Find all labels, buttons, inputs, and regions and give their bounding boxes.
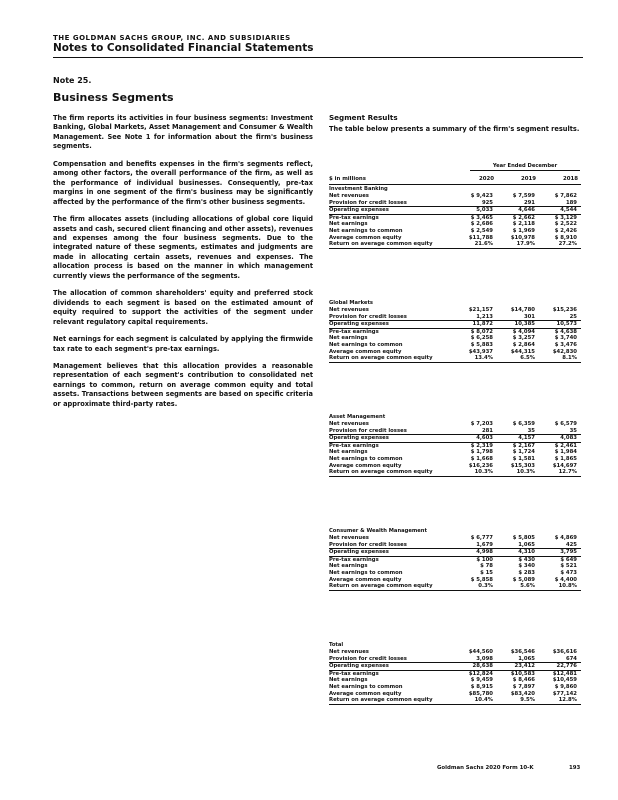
row-label: Operating expenses: [329, 321, 389, 328]
table-row: [329, 221, 581, 228]
row-label: Net revenues: [329, 421, 369, 427]
note-text-column: [53, 76, 313, 417]
row-label: Net earnings to common: [329, 569, 403, 576]
table-cell: $ 2,167: [512, 442, 535, 449]
row-label: Return on average common equity: [329, 469, 433, 476]
table-cell: 25: [569, 313, 577, 320]
table-row: [329, 535, 581, 542]
table-cell: $ 9,860: [554, 683, 577, 690]
table-cell: 23,412: [514, 663, 535, 670]
table-cell: 301: [523, 313, 535, 320]
table-cell: $ 3,476: [554, 341, 577, 348]
table-cell: $ 2,118: [512, 221, 535, 228]
table-cell: $44,560: [468, 649, 493, 655]
table-cell: $ 9,459: [470, 677, 493, 684]
table-row: [329, 428, 581, 435]
table-cell: $36,616: [552, 649, 577, 655]
table-cell: $ 2,662: [512, 214, 535, 221]
table-row: [329, 649, 581, 656]
table-cell: $10,459: [552, 677, 577, 684]
table-row: [329, 214, 581, 222]
row-label: Operating expenses: [329, 207, 389, 214]
table-cell: 17.9%: [516, 241, 535, 248]
table-cell: $ 78: [480, 563, 493, 570]
table-cell: 5,033: [476, 207, 493, 214]
table-cell: 3,795: [560, 549, 577, 556]
year-header: 2018: [563, 176, 579, 182]
table-row: [329, 697, 581, 705]
table-cell: $ 4,638: [554, 328, 577, 335]
table-row: [329, 421, 581, 428]
year-header: 2019: [521, 176, 537, 182]
table-row: [329, 342, 581, 349]
table-cell: 1,065: [518, 655, 535, 662]
row-label: Pre-tax earnings: [329, 214, 379, 221]
row-label: Return on average common equity: [329, 583, 433, 590]
row-label: Operating expenses: [329, 549, 389, 556]
segment-group: [329, 300, 581, 363]
row-label: Net earnings: [329, 677, 368, 684]
section-title: Notes to Consolidated Financial Statements: [53, 42, 314, 54]
table-cell: $ 2,686: [470, 221, 493, 228]
row-label: Provision for credit losses: [329, 541, 407, 548]
row-label: Return on average common equity: [329, 241, 433, 248]
table-cell: 22,776: [556, 663, 577, 670]
table-cell: $ 8,072: [470, 328, 493, 335]
paragraph: Compensation and benefits expenses in the firm's segments reflect, among other factors, the overall performance of the firm, as well as the performance of individual businesses. Consequently, pre-tax margins in one segment of the firm's business may be significantly affected by the performance of the firm's other business segments.: [53, 159, 313, 206]
table-cell: $ 3,257: [512, 335, 535, 342]
table-cell: $ 521: [560, 563, 577, 570]
table-cell: $ 4,400: [554, 576, 577, 583]
note-title: Business Segments: [53, 91, 174, 104]
table-cell: $14,697: [552, 462, 577, 469]
segment-results-intro-text: The table below presents a summary of the firm's segment results.: [329, 125, 580, 133]
segment-group-title: Total: [329, 642, 344, 648]
table-cell: 1,679: [476, 541, 493, 548]
table-row: [329, 548, 581, 556]
table-row: [329, 542, 581, 549]
table-cell: 189: [565, 199, 577, 206]
table-row: [329, 583, 581, 591]
table-cell: $16,236: [468, 462, 493, 469]
table-row: [329, 662, 581, 670]
table-row: [329, 307, 581, 314]
table-cell: $ 5,805: [512, 535, 535, 541]
table-cell: $ 6,579: [554, 421, 577, 427]
table-row: [329, 570, 581, 577]
table-row: [329, 449, 581, 456]
table-cell: 4,083: [560, 435, 577, 442]
row-label: Net revenues: [329, 649, 369, 655]
table-cell: $83,420: [510, 690, 535, 697]
segment-group: [329, 414, 581, 477]
table-cell: 4,603: [476, 435, 493, 442]
table-cell: 291: [523, 199, 535, 206]
table-cell: $ 3,740: [554, 335, 577, 342]
table-cell: 5.6%: [520, 583, 535, 590]
row-label: Net earnings: [329, 221, 368, 228]
table-cell: $ 4,094: [512, 328, 535, 335]
row-label: Provision for credit losses: [329, 313, 407, 320]
table-cell: 4,998: [476, 549, 493, 556]
row-label: Average common equity: [329, 690, 402, 697]
table-cell: $ 2,461: [554, 442, 577, 449]
table-cell: $ 8,910: [554, 234, 577, 241]
table-cell: $ 340: [518, 563, 535, 570]
table-cell: $ 1,984: [554, 449, 577, 456]
table-cell: 28,638: [472, 663, 493, 670]
row-label: Pre-tax earnings: [329, 442, 379, 449]
table-cell: $ 100: [476, 556, 493, 563]
table-cell: $44,315: [510, 348, 535, 355]
table-row: [329, 469, 581, 477]
row-label: Operating expenses: [329, 435, 389, 442]
table-cell: $15,303: [510, 462, 535, 469]
table-cell: 27.2%: [558, 241, 577, 248]
segment-group-title: Asset Management: [329, 414, 386, 420]
table-cell: $ 3,465: [470, 214, 493, 221]
paragraph: The firm reports its activities in four business segments: Investment Banking, Global Markets, Asset Management and Consumer & Wealth Management. See Note 1 for information about the firm's business segments.: [53, 114, 313, 151]
table-cell: $15,236: [552, 307, 577, 313]
table-cell: $77,142: [552, 690, 577, 697]
table-row: [329, 456, 581, 463]
row-label: Provision for credit losses: [329, 199, 407, 206]
row-label: Pre-tax earnings: [329, 556, 379, 563]
years-caption: Year Ended December: [470, 163, 580, 171]
company-header: THE GOLDMAN SACHS GROUP, INC. AND SUBSIDIARIES: [53, 34, 291, 42]
table-cell: $ 7,862: [554, 193, 577, 199]
paragraph: Management believes that this allocation provides a reasonable representation of each segment's contribution to consolidated net earnings to common, return on average common equity and total assets. Transactions between segments are based on specific criteria or approximate third-party rates.: [53, 361, 313, 408]
table-cell: $ 2,426: [554, 227, 577, 234]
table-cell: $ 15: [480, 569, 493, 576]
table-cell: $ 1,798: [470, 449, 493, 456]
row-label: Return on average common equity: [329, 355, 433, 362]
table-cell: 4,310: [518, 549, 535, 556]
row-label: Pre-tax earnings: [329, 328, 379, 335]
note-number: Note 25.: [53, 76, 92, 85]
table-row: [329, 684, 581, 691]
table-cell: $42,830: [552, 348, 577, 355]
table-cell: 21.6%: [474, 241, 493, 248]
table-cell: $ 4,869: [554, 535, 577, 541]
table-cell: 35: [527, 427, 535, 434]
table-row: [329, 349, 581, 356]
row-label: Net revenues: [329, 307, 369, 313]
table-cell: 8.1%: [562, 355, 577, 362]
row-label: Net earnings: [329, 563, 368, 570]
table-cell: $ 430: [518, 556, 535, 563]
segment-group: [329, 642, 581, 705]
table-cell: 4,544: [560, 207, 577, 214]
row-label: Average common equity: [329, 462, 402, 469]
table-row: [329, 434, 581, 442]
row-label: Return on average common equity: [329, 697, 433, 704]
table-row: [329, 691, 581, 698]
segment-group-title: Consumer & Wealth Management: [329, 528, 427, 534]
table-cell: 1,065: [518, 541, 535, 548]
table-cell: 12.7%: [558, 469, 577, 476]
table-header-row: [329, 175, 581, 185]
table-cell: $14,780: [510, 307, 535, 313]
table-cell: $ 2,319: [470, 442, 493, 449]
table-row: [329, 670, 581, 678]
table-cell: $ 3,129: [554, 214, 577, 221]
table-cell: 10,573: [556, 321, 577, 328]
table-cell: $ 5,089: [512, 576, 535, 583]
paragraph: The firm allocates assets (including allocations of global core liquid assets and cash, secured client financing and other assets), revenues and expenses among the four business segments. Due to the integrated nature of these segments, estimates and judgments are made in allocating certain assets, revenues and expenses. The allocation process is based on the manner in which management currently views the performance of the segments.: [53, 215, 313, 280]
table-cell: $ 9,423: [470, 193, 493, 199]
row-label: Net earnings to common: [329, 227, 403, 234]
table-row: [329, 355, 581, 363]
table-cell: 0.3%: [478, 583, 493, 590]
table-cell: $ 2,549: [470, 227, 493, 234]
segment-results-intro: [329, 113, 585, 135]
table-cell: 3,098: [476, 655, 493, 662]
segment-group-title: Global Markets: [329, 300, 374, 306]
segment-group: [329, 186, 581, 249]
table-cell: $12,481: [552, 670, 577, 677]
table-cell: $ 1,724: [512, 449, 535, 456]
table-row: [329, 200, 581, 207]
table-cell: $ 6,777: [470, 535, 493, 541]
table-cell: $ 7,897: [512, 683, 535, 690]
row-label: Net revenues: [329, 535, 369, 541]
table-cell: $85,780: [468, 690, 493, 697]
unit-label: $ in millions: [329, 176, 366, 182]
segment-group-title: Investment Banking: [329, 186, 388, 192]
table-cell: $ 8,466: [512, 677, 535, 684]
table-cell: $ 8,915: [470, 683, 493, 690]
table-cell: 11,872: [472, 321, 493, 328]
table-cell: $ 2,864: [512, 341, 535, 348]
table-cell: $ 2,522: [554, 221, 577, 228]
row-label: Average common equity: [329, 348, 402, 355]
table-row: [329, 563, 581, 570]
table-cell: $10,583: [510, 670, 535, 677]
page-number: 193: [569, 765, 581, 771]
table-row: [329, 314, 581, 321]
table-row: [329, 463, 581, 470]
paragraph: Net earnings for each segment is calculated by applying the firmwide tax rate to each segment's pre-tax earnings.: [53, 335, 313, 353]
table-cell: $ 5,858: [470, 576, 493, 583]
table-cell: $ 649: [560, 556, 577, 563]
table-cell: $ 6,359: [512, 421, 535, 427]
table-row: [329, 241, 581, 249]
table-row: [329, 320, 581, 328]
table-cell: $ 7,599: [512, 193, 535, 199]
table-cell: 10.4%: [474, 697, 493, 704]
table-cell: $ 1,581: [512, 455, 535, 462]
table-cell: $ 1,865: [554, 455, 577, 462]
table-cell: $ 1,969: [512, 227, 535, 234]
row-label: Average common equity: [329, 234, 402, 241]
segment-results-heading: Segment Results: [329, 113, 398, 122]
table-cell: 10,385: [514, 321, 535, 328]
row-label: Operating expenses: [329, 663, 389, 670]
table-cell: 1,213: [476, 313, 493, 320]
table-cell: 35: [569, 427, 577, 434]
table-cell: $ 283: [518, 569, 535, 576]
row-label: Provision for credit losses: [329, 427, 407, 434]
table-cell: $36,546: [510, 649, 535, 655]
table-cell: $11,788: [468, 234, 493, 241]
footer-text: Goldman Sachs 2020 Form 10-K: [437, 765, 534, 771]
table-cell: 6.5%: [520, 355, 535, 362]
table-cell: 425: [565, 541, 577, 548]
table-cell: $10,978: [510, 234, 535, 241]
row-label: Net revenues: [329, 193, 369, 199]
table-row: [329, 677, 581, 684]
table-cell: $43,937: [468, 348, 493, 355]
table-row: [329, 335, 581, 342]
table-cell: 925: [481, 199, 493, 206]
table-cell: $ 1,668: [470, 455, 493, 462]
table-cell: 4,157: [518, 435, 535, 442]
table-row: [329, 235, 581, 242]
table-row: [329, 328, 581, 336]
table-cell: $21,157: [468, 307, 493, 313]
year-header: 2020: [479, 176, 495, 182]
table-cell: 10.8%: [558, 583, 577, 590]
table-row: [329, 577, 581, 584]
paragraph: The allocation of common shareholders' equity and preferred stock dividends to each segment is based on the estimated amount of equity required to support the activities of the segment under relevant regulatory capital requirements.: [53, 289, 313, 326]
row-label: Net earnings to common: [329, 683, 403, 690]
row-label: Net earnings to common: [329, 455, 403, 462]
row-label: Pre-tax earnings: [329, 670, 379, 677]
segment-group: [329, 528, 581, 591]
table-cell: $12,824: [468, 670, 493, 677]
table-cell: 674: [565, 655, 577, 662]
table-row: [329, 228, 581, 235]
table-row: [329, 556, 581, 564]
row-label: Net earnings to common: [329, 341, 403, 348]
table-cell: 10.3%: [516, 469, 535, 476]
row-label: Average common equity: [329, 576, 402, 583]
table-cell: $ 6,258: [470, 335, 493, 342]
table-row: [329, 206, 581, 214]
row-label: Net earnings: [329, 335, 368, 342]
table-cell: 9.5%: [520, 697, 535, 704]
table-cell: $ 5,883: [470, 341, 493, 348]
row-label: Provision for credit losses: [329, 655, 407, 662]
table-row: [329, 442, 581, 450]
table-row: [329, 193, 581, 200]
table-row: [329, 656, 581, 663]
table-cell: $ 473: [560, 569, 577, 576]
table-cell: $ 7,203: [470, 421, 493, 427]
table-cell: 281: [481, 427, 493, 434]
table-cell: 10.3%: [474, 469, 493, 476]
row-label: Net earnings: [329, 449, 368, 456]
table-cell: 4,646: [518, 207, 535, 214]
table-cell: 13.4%: [474, 355, 493, 362]
header-rule: [53, 57, 583, 58]
table-cell: 12.8%: [558, 697, 577, 704]
